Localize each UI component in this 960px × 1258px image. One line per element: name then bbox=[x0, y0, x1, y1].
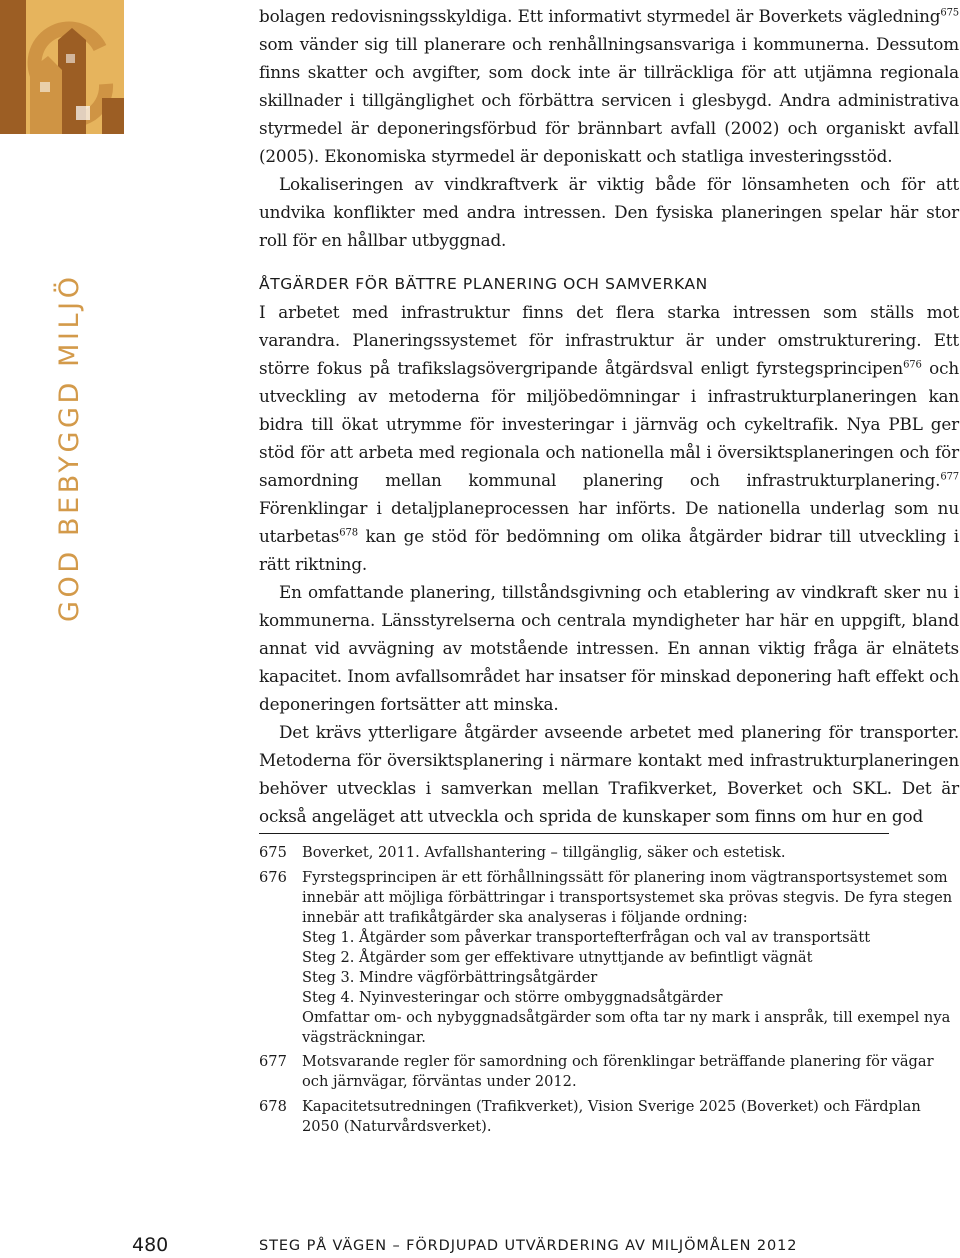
footnote-text: Steg 3. Mindre vägförbättringsåtgärder bbox=[302, 968, 598, 986]
footnote-reference: 675 bbox=[940, 7, 959, 19]
paragraph bbox=[259, 578, 959, 718]
paragraph-text: Förenklingar i detaljplaneprocessen har införts. De nationella underlag som nu utarbetas bbox=[259, 498, 959, 546]
section-heading: ÅTGÄRDER FÖR BÄTTRE PLANERING OCH SAMVERKAN bbox=[259, 275, 708, 293]
building-logo-icon bbox=[0, 0, 124, 134]
paragraph-text: bolagen redovisningsskyldiga. Ett informativt styrmedel är Boverkets vägledning bbox=[259, 6, 941, 26]
paragraph bbox=[259, 2, 959, 170]
footnote-text: Steg 4. Nyinvesteringar och större ombyggnadsåtgärder bbox=[302, 988, 723, 1006]
paragraph-text: som vänder sig till planerare och renhållningsansvariga i kommunerna. Dessutom finns skatter och avgifter, som dock inte är tillräckliga för att utjämna regionala skillnader i tillgänglighet och förbättra servicen i glesbygd. Andra administrativa styrmedel är deponeringsförbud för brännbart avfall (2002) och organiskt avfall (2005). Ekonomiska styrmedel är deponiskatt och statliga investeringsstöd. bbox=[259, 34, 959, 166]
sidebar-section-title: GOD BEBYGGD MILJÖ bbox=[54, 273, 85, 622]
footnote-reference: 676 bbox=[903, 359, 922, 371]
footnote-number: 678 bbox=[259, 1097, 287, 1115]
footnote-reference: 677 bbox=[940, 471, 959, 483]
footnotes bbox=[259, 843, 959, 1141]
top-paragraphs bbox=[259, 2, 959, 254]
paragraph-text: kan ge stöd för bedömning om olika åtgärder bidrar till utveckling i rätt riktning. bbox=[259, 526, 959, 574]
paragraph bbox=[259, 718, 959, 830]
footnote-text: Steg 2. Åtgärder som ger effektivare utnyttjande av befintligt vägnät bbox=[302, 948, 813, 966]
running-footer-title: STEG PÅ VÄGEN – FÖRDJUPAD UTVÄRDERING AV MILJÖMÅLEN 2012 bbox=[259, 1238, 798, 1254]
paragraph bbox=[259, 298, 959, 578]
footnote bbox=[259, 868, 959, 1048]
footnote-number: 676 bbox=[259, 868, 287, 886]
paragraph-text: En omfattande planering, tillståndsgivning och etablering av vindkraft sker nu i kommunerna. Länsstyrelserna och centrala myndigheter har här en uppgift, bland annat vid avvägning av motstående intressen. En annan viktig fråga är elnätets kapacitet. Inom avfallsområdet har insatser för minskad deponering haft effekt och deponeringen fortsätter att minska. bbox=[259, 582, 959, 714]
footnote bbox=[259, 843, 959, 863]
logo-left-band bbox=[0, 0, 26, 134]
footnote bbox=[259, 1097, 959, 1137]
footnote-reference: 678 bbox=[339, 527, 358, 539]
footnote-text: Fyrstegsprincipen är ett förhållningssätt för planering inom vägtransportsystemet som innebär att möjliga förbättringar i transportsystemet ska prövas stegvis. De fyra stegen innebär att trafikåtgärder ska analyseras i följande ordning: bbox=[302, 868, 953, 926]
logo-window-2 bbox=[66, 54, 75, 63]
footnote-text: Omfattar om- och nybyggnadsåtgärder som ofta tar ny mark i anspråk, till exempel nya vägsträckningar. bbox=[302, 1008, 951, 1046]
footnote-number: 677 bbox=[259, 1053, 287, 1070]
paragraph-text: I arbetet med infrastruktur finns det flera starka intressen som ställs mot varandra. Planeringssystemet för infrastruktur är under omstrukturering. Ett större fokus på trafikslagsövergripande åtgärdsval enligt fyrstegsprincipen bbox=[259, 302, 959, 378]
footnote-text: Steg 1. Åtgärder som påverkar transportefterfrågan och val av transportsätt bbox=[302, 928, 871, 946]
footnote-text: Kapacitetsutredningen (Trafikverket), Vision Sverige 2025 (Boverket) och Färdplan 2050 (Naturvårdsverket). bbox=[302, 1097, 921, 1135]
footnote-text: Motsvarande regler för samordning och förenklingar beträffande planering för vägar och järnvägar, förväntas under 2012. bbox=[302, 1053, 934, 1090]
logo-house-left bbox=[30, 56, 62, 134]
page-number: 480 bbox=[132, 1234, 169, 1256]
paragraph bbox=[259, 170, 959, 254]
logo-window-3 bbox=[76, 106, 90, 120]
footnote-text: Boverket, 2011. Avfallshantering – tillgänglig, säker och estetisk. bbox=[302, 844, 786, 861]
paragraph-text: Lokaliseringen av vindkraftverk är viktig både för lönsamheten och för att undvika konflikter med andra intressen. Den fysiska planeringen spelar här stor roll för en hållbar utbyggnad. bbox=[259, 174, 959, 250]
footnote bbox=[259, 1052, 959, 1092]
logo-window-1 bbox=[40, 82, 50, 92]
footnote-divider bbox=[259, 833, 889, 834]
logo-house-right bbox=[102, 98, 124, 134]
paragraph-text: och utveckling av metoderna för miljöbedömningar i infrastrukturplaneringen kan bidra till ökat utrymme för investeringar i järnväg och cykeltrafik. Nya PBL ger stöd för att arbeta med regionala och nationella mål i översiktsplaneringen och för samordning mellan kommunal planering och infrastrukturplanering. bbox=[259, 358, 959, 490]
footnote-number: 675 bbox=[259, 844, 287, 861]
paragraph-text: Det krävs ytterligare åtgärder avseende arbetet med planering för transporter. Metoderna för översiktsplanering i närmare kontakt med infrastrukturplaneringen behöver utvecklas i samverkan mellan Trafikverket, Boverket och SKL. Det är också angeläget att utveckla och sprida de kunskaper som finns om hur en god bbox=[259, 722, 959, 826]
body-paragraphs bbox=[259, 298, 959, 830]
